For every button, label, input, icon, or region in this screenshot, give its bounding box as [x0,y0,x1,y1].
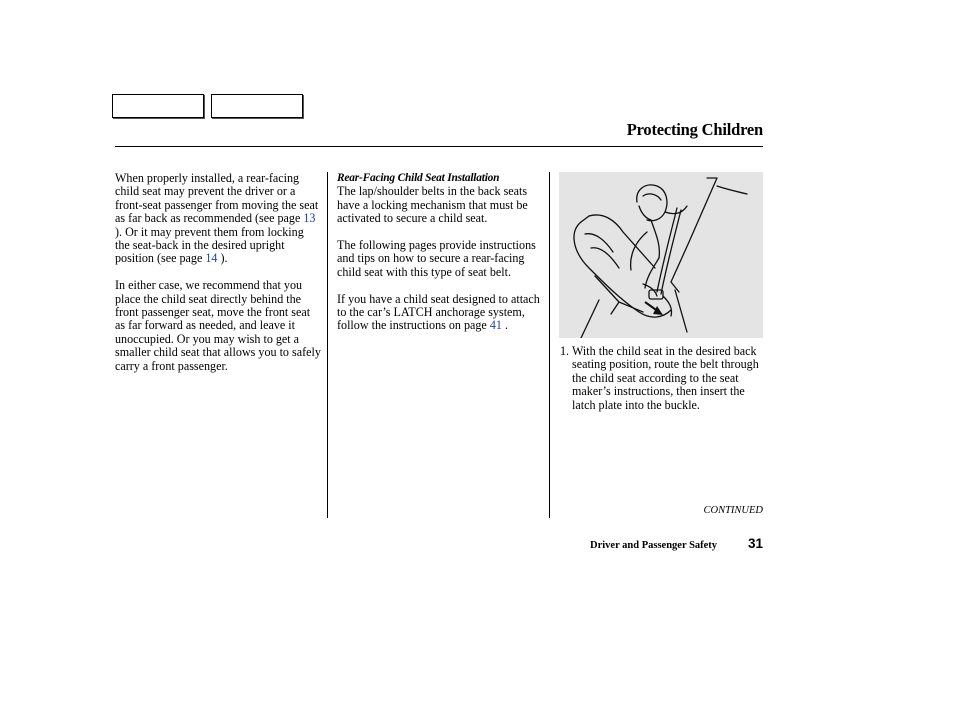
col2-p3-text: If you have a child seat designed to attach to the car’s LATCH anchorage system, follow the instructions on page [337,291,540,333]
child-seat-drawing [559,172,763,338]
instruction-step-1 [560,345,760,412]
step-number: 1. [560,344,570,358]
col2-p3-text-2: . [501,318,508,333]
continued-label: CONTINUED [703,505,763,516]
header-rule [115,146,763,147]
col1-p1-text-3: ). [217,251,228,266]
col1-p1-text: When properly installed, a rear-facing child seat may prevent the driver or a front-seat passenger from moving the seat as far back as recommended (see page [115,171,319,226]
page-title: Protecting Children [626,120,763,139]
page-link-13[interactable]: 13 [303,211,316,226]
step-text: With the child seat in the desired back seating position, route the belt through the child seat according to the seat maker’s instructions, then insert the latch plate into the buckle. [572,344,759,412]
col1-p1-text-2: ). Or it may prevent them from locking the seat-back in the desired upright position (see page [115,224,304,266]
column-divider-1 [327,172,328,518]
page-number: 31 [747,536,763,551]
page-link-14[interactable]: 14 [205,251,218,266]
column-divider-2 [549,172,550,518]
section-footer-label: Driver and Passenger Safety [590,540,718,551]
col1-paragraph-2: In either case, we recommend that you place the child seat directly behind the front passenger seat, move the front seat as far forward as needed, and leave it unoccupied. Or you may wish to get a smaller child seat that allows you to safely carry a front passenger. [115,278,321,373]
column-2 [337,172,543,346]
page-link-41[interactable]: 41 [489,318,502,333]
section-subheading: Rear-Facing Child Seat Installation [337,172,500,184]
col1-paragraph-1 [115,172,321,266]
column-1 [115,172,321,386]
child-seat-illustration [559,172,763,338]
nav-button-2[interactable] [211,94,303,118]
col2-paragraph-3 [337,293,543,333]
col2-paragraph-2: The following pages provide instructions and tips on how to secure a rear-facing child seat with this type of seat belt. [337,238,536,279]
col2-paragraph-1: The lap/shoulder belts in the back seats have a locking mechanism that must be activated to secure a child seat. [337,184,528,226]
nav-button-1[interactable] [112,94,204,118]
